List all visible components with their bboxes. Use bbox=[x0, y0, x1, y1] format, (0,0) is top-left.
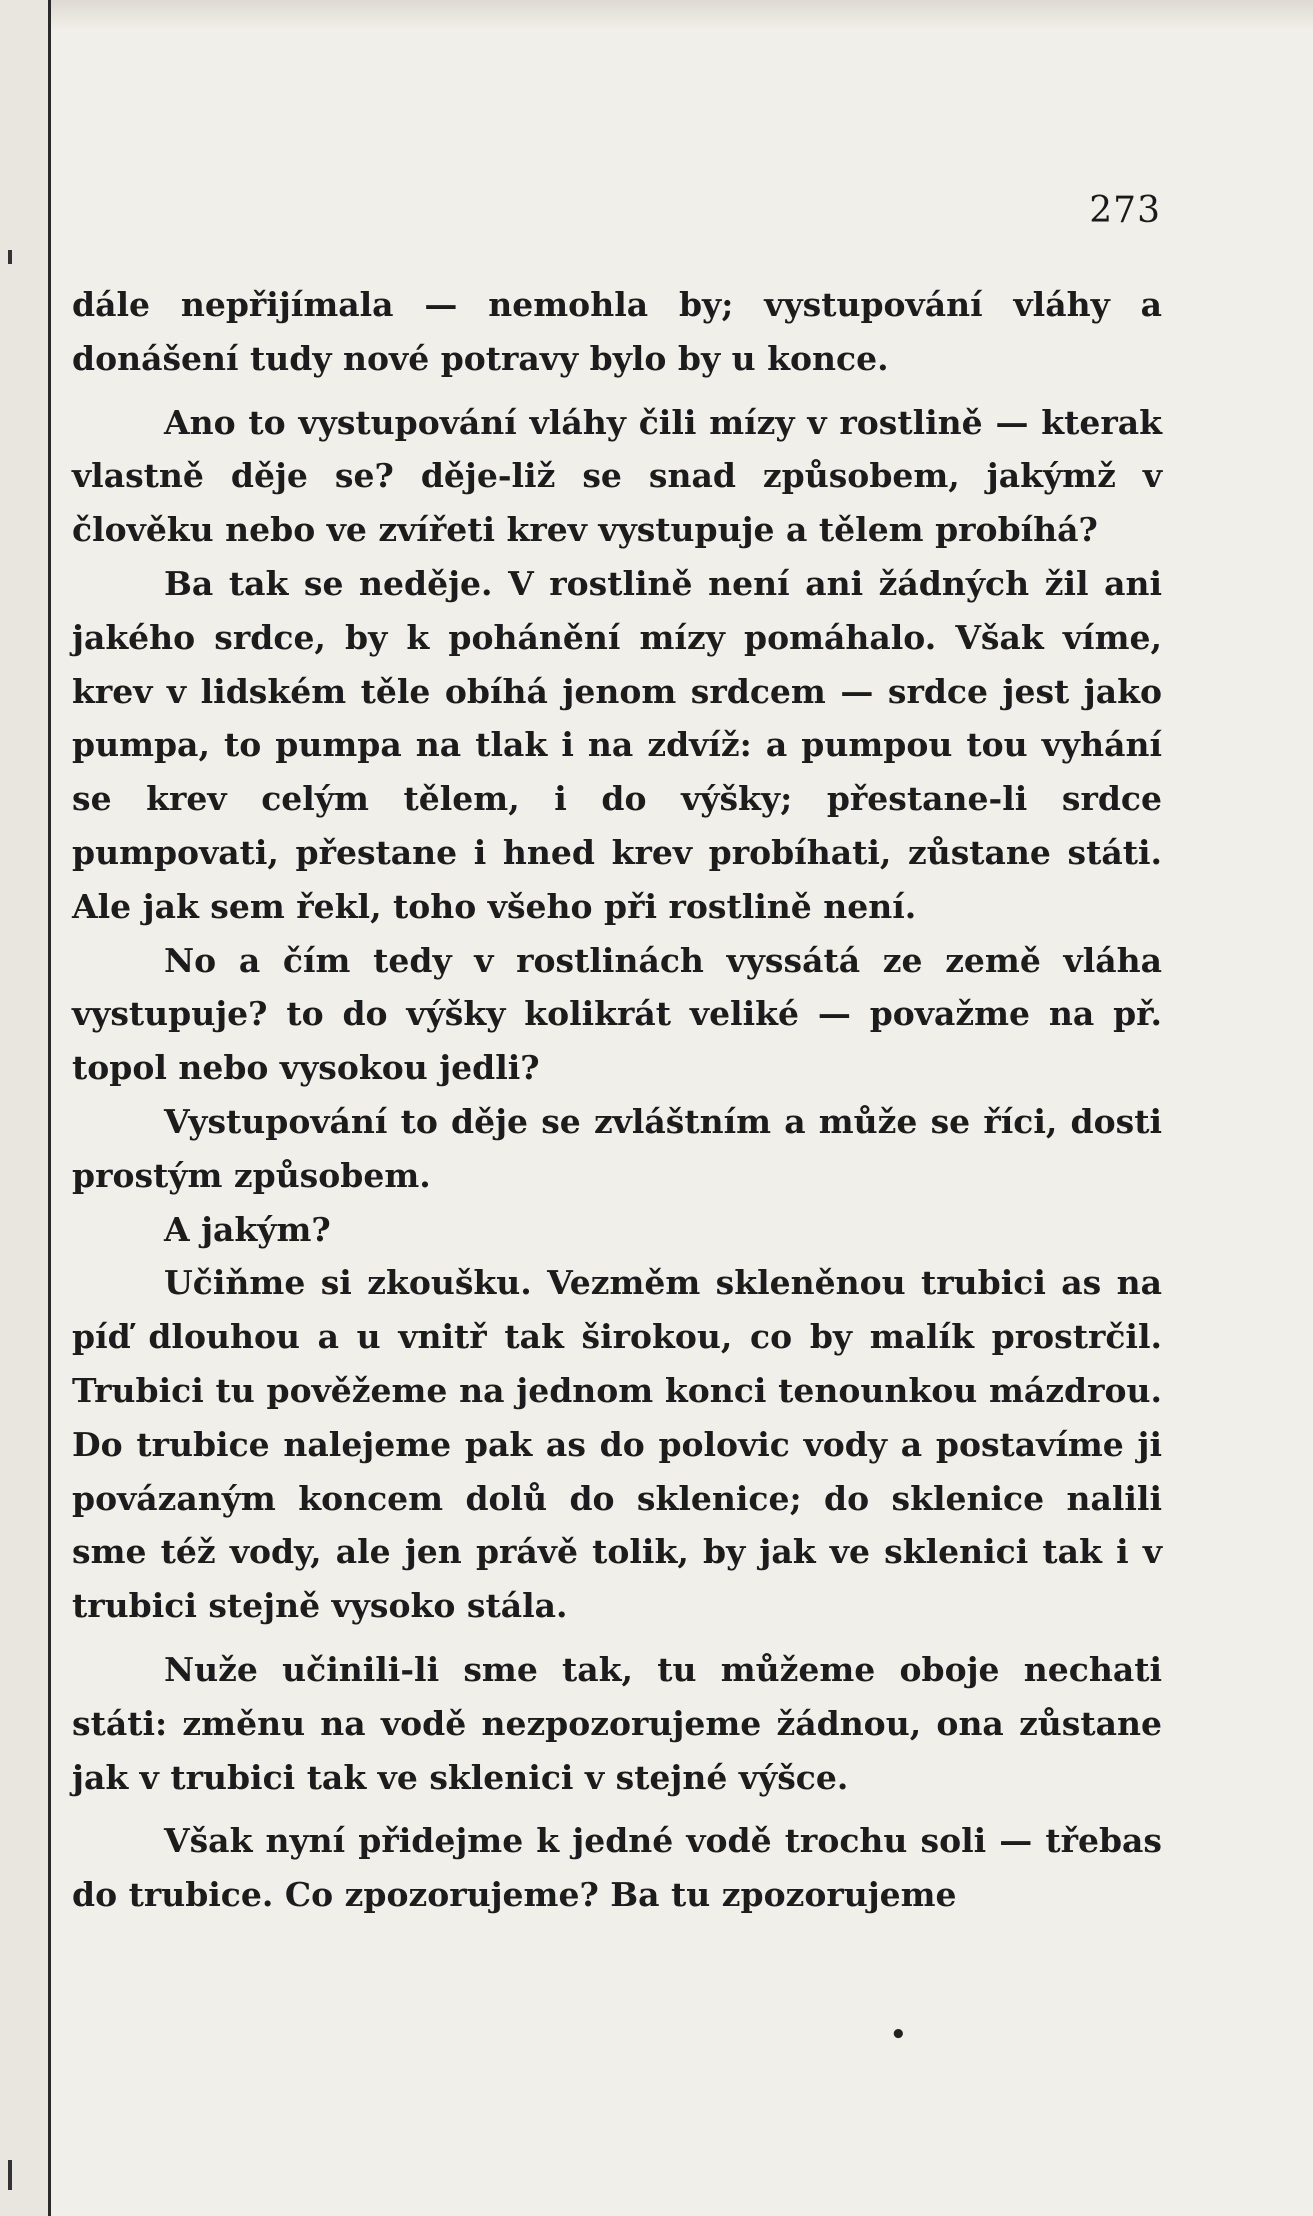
paragraph: No a čím tedy v rostlinách vyssátá ze země vláha vystupuje? to do výšky kolikrát veliké — považme na př. topol nebo vysokou jedli? bbox=[72, 940, 1162, 1088]
print-speck: • bbox=[890, 2020, 907, 2050]
paragraph: dále nepřijímala — nemohla by; vystupování vláhy a donášení tudy nové potravy bylo by u konce. bbox=[72, 285, 1162, 378]
page-top-edge bbox=[48, 0, 1313, 30]
margin-mark bbox=[8, 250, 12, 264]
paragraph: Však nyní přidejme k jedné vodě trochu soli — třebas do trubice. Co zpozorujeme? Ba tu zpozorujeme bbox=[72, 1821, 1162, 1915]
paragraph: Ano to vystupování vláhy čili mízy v rostlině — kterak vlastně děje se? děje-liž se snad způsobem, jakýmž v člověku nebo ve zvířeti krev vystupuje a tělem probíhá? bbox=[72, 402, 1162, 550]
paragraph: Ba tak se neděje. V rostlině není ani žádných žil ani jakého srdce, by k pohánění mízy pomáhalo. Však víme, krev v lidském těle obíhá jenom srdcem — srdce jest jako pumpa, to pumpa na tlak i na zdvíž: a pumpou tou vyhání se krev celým tělem, i do výšky; přestane-li srdce pumpovati, přestane i hned krev probíhati, zůstane státi. Ale jak sem řekl, toho všeho při rostlině není. bbox=[72, 563, 1162, 926]
binding-margin bbox=[0, 0, 51, 2216]
paragraph: A jakým? bbox=[164, 1209, 331, 1249]
margin-mark bbox=[8, 2160, 12, 2190]
paragraph: Nuže učinili-li sme tak, tu můžeme oboje nechati státi: změnu na vodě nezpozorujeme žádnou, ona zůstane jak v trubici tak ve sklenici v stejné výšce. bbox=[72, 1649, 1162, 1797]
paragraph: Vystupování to děje se zvláštním a může se říci, dosti prostým způsobem. bbox=[72, 1101, 1162, 1195]
body-text bbox=[72, 278, 1162, 1922]
page-number: 273 bbox=[1089, 190, 1161, 231]
paragraph: Učiňme si zkoušku. Vezměm skleněnou trubici as na píď dlouhou a u vnitř tak širokou, co by malík prostrčil. Trubici tu pověžeme na jednom konci tenounkou mázdrou. Do trubice nalejeme pak as do polovic vody a postavíme ji povázaným koncem dolů do sklenice; do sklenice nalili sme též vody, ale jen právě tolik, by jak ve sklenici tak i v trubici stejně vysoko stála. bbox=[72, 1263, 1162, 1626]
